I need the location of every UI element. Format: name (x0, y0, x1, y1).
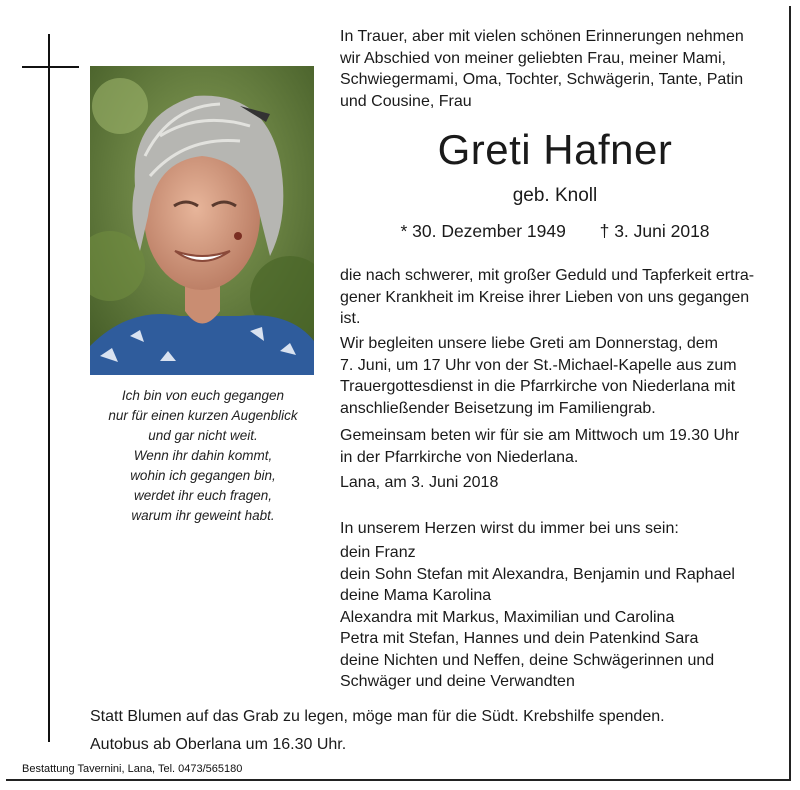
donation-note: Statt Blumen auf das Grab zu legen, möge man für die Südt. Krebshilfe spenden. (90, 708, 665, 725)
poem-line: nur für einen kurzen Augenblick (108, 408, 298, 423)
deceased-name: Greti Hafner (437, 126, 673, 173)
mourner-line: Schwäger und deine Verwandten (340, 673, 575, 690)
poem-line: wohin ich gegangen bin, (130, 468, 276, 483)
prayer-line: Gemeinsam beten wir für sie am Mittwoch um 19.30 Uhr (340, 427, 740, 444)
mourner-line: dein Sohn Stefan mit Alexandra, Benjamin und Raphael (340, 565, 735, 583)
funeral-line: anschließender Beisetzung im Familiengrab. (340, 399, 656, 417)
mourner-line: Alexandra mit Markus, Maximilian und Carolina (340, 608, 675, 626)
mourners-list (340, 542, 735, 693)
prayer-text (340, 425, 739, 468)
portrait-photo (90, 66, 314, 375)
funeral-line: 7. Juni, um 17 Uhr von der St.-Michael-Kapelle aus zum (340, 356, 737, 374)
poem-line: werdet ihr euch fragen, (133, 488, 273, 503)
cross-vertical-bar (48, 34, 50, 742)
poem (92, 386, 314, 526)
intro-line: Schwiegermami, Oma, Tochter, Schwägerin, Tante, Patin (340, 71, 744, 88)
funeral-line: Wir begleiten unsere liebe Greti am Donnerstag, dem (340, 335, 718, 352)
passing-line: gener Krankheit im Kreise ihrer Lieben von uns gegangen (340, 288, 750, 306)
maiden-name: geb. Knoll (512, 185, 598, 206)
intro-line: In Trauer, aber mit vielen schönen Erinnerungen nehmen (340, 28, 744, 45)
poem-line: und gar nicht weit. (148, 428, 258, 443)
birth-date: * 30. Dezember 1949 (400, 221, 566, 241)
mourner-line: deine Nichten und Neffen, deine Schwägerinnen und (340, 651, 715, 669)
passing-text (340, 265, 754, 330)
mourner-line: Petra mit Stefan, Hannes und dein Patenkind Sara (340, 630, 699, 647)
portrait-illustration (90, 66, 314, 375)
funeral-line: Trauergottesdienst in die Pfarrkirche von Niederlana mit (340, 378, 736, 395)
cross-horizontal-bar (22, 66, 79, 68)
funeral-text (340, 333, 737, 419)
passing-line: die nach schwerer, mit großer Geduld und Tapferkeit ertra- (340, 267, 755, 284)
heart-intro: In unserem Herzen wirst du immer bei uns sein: (340, 520, 679, 537)
poem-line: Wenn ihr dahin kommt, (133, 448, 273, 463)
life-dates (340, 219, 770, 243)
death-date: † 3. Juni 2018 (599, 221, 710, 241)
place-date: Lana, am 3. Juni 2018 (340, 474, 499, 491)
mourner-line: deine Mama Karolina (340, 587, 492, 604)
passing-line: ist. (340, 310, 361, 327)
intro-line: wir Abschied von meiner geliebten Frau, meiner Mami, (340, 49, 726, 67)
poem-line: warum ihr geweint habt. (131, 508, 275, 523)
intro-text (340, 26, 744, 112)
bus-note: Autobus ab Oberlana um 16.30 Uhr. (90, 736, 347, 753)
mourner-line: dein Franz (340, 544, 416, 561)
intro-line: und Cousine, Frau (340, 92, 472, 110)
funeral-home-footer: Bestattung Tavernini, Lana, Tel. 0473/565180 (22, 763, 243, 775)
prayer-line: in der Pfarrkirche von Niederlana. (340, 448, 579, 466)
poem-line: Ich bin von euch gegangen (121, 388, 285, 403)
